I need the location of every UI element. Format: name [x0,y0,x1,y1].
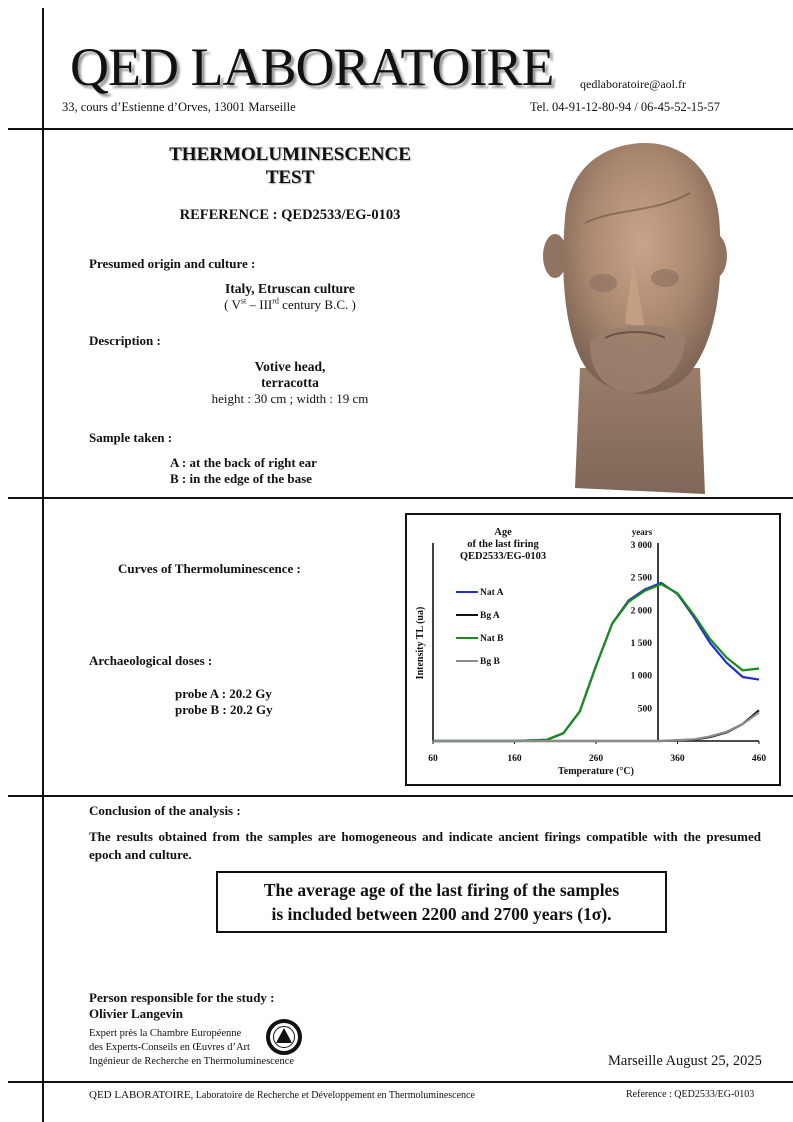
result-line1: The average age of the last firing of the samples [263,880,620,900]
result-box [216,871,667,933]
svg-text:2 500: 2 500 [630,573,652,584]
section-divider-2 [8,795,793,797]
svg-text:QED2533/EG-0103: QED2533/EG-0103 [459,551,547,562]
svg-text:3 000: 3 000 [630,541,652,551]
signature-label: Person responsible for the study : [89,990,275,1005]
chart-title [460,527,546,562]
result-line2: is included between 2200 and 2700 years (1σ). [271,904,612,924]
origin-period: ( Vst – IIIrd century B.C. ) [224,296,356,312]
svg-text:Age: Age [494,527,512,538]
signature-date: Marseille August 25, 2025 [608,1053,762,1069]
conclusion-label: Conclusion of the analysis : [89,803,241,818]
lab-brand-title: QED LABORATOIRE [70,37,554,97]
lab-email: qedlaboratoire@aol.fr [580,77,687,91]
description-line1: Votive head, [254,359,326,374]
svg-text:1 500: 1 500 [630,639,652,649]
tl-chart-plot [407,515,779,784]
signature-name: Olivier Langevin [89,1006,184,1021]
dose-probe-a: probe A : 20.2 Gy [175,686,272,701]
chart-years-label: years [631,527,653,537]
chart-x-label: Temperature (°C) [558,766,634,777]
credential-line-3: Ingénieur de Recherche en Thermoluminescence [89,1056,295,1067]
conclusion-text: The results obtained from the samples are homogeneous and indicate ancient firings compatible with the presumed epoch and culture. [89,829,761,862]
footer-reference: Reference : QED2533/EG-0103 [626,1089,755,1100]
dose-probe-b: probe B : 20.2 Gy [175,702,273,717]
svg-text:Bg A: Bg A [480,611,500,621]
footer-divider [8,1081,793,1083]
svg-text:Nat B: Nat B [480,634,504,644]
description-label: Description : [89,333,161,348]
svg-text:60: 60 [428,754,438,764]
samples-label: Sample taken : [89,430,173,445]
report-reference: REFERENCE : QED2533/EG-0103 [179,207,401,223]
sample-item-b: B : in the edge of the base [170,471,312,486]
svg-text:Nat A: Nat A [480,588,504,598]
footer-description: Laboratoire de Recherche et Développement en Thermoluminescence [193,1090,475,1101]
credential-line-2: des Experts-Conseils en Œuvres d’Art [89,1042,250,1053]
svg-text:460: 460 [751,754,767,764]
svg-text:of the last firing: of the last firing [467,539,539,550]
svg-text:500: 500 [637,704,652,715]
sample-item-a: A : at the back of right ear [170,455,317,470]
footer-brand: QED LABORATOIRE, [89,1089,194,1101]
artifact-photo [525,138,750,496]
header-divider [8,128,793,130]
samples-list [170,455,317,487]
description-line2: terracotta [261,375,319,390]
svg-text:1 000: 1 000 [630,671,652,682]
lab-address: 33, cours d’Estienne d’Orves, 13001 Marseille [62,100,296,114]
credential-line-1: Expert près la Chambre Européenne [89,1028,242,1039]
svg-text:Bg B: Bg B [480,657,500,667]
svg-text:360: 360 [670,754,685,764]
lab-phone: Tel. 04-91-12-80-94 / 06-45-52-15-57 [530,100,721,114]
left-margin-rule [42,8,44,1122]
svg-text:2 000: 2 000 [630,606,652,617]
origin-label: Presumed origin and culture : [89,256,256,271]
votive-head-image [525,138,750,496]
chart-ticks [428,541,766,764]
curves-label: Curves of Thermoluminescence : [118,561,301,576]
report-title-line1: THERMOLUMINESCENCE [169,144,411,165]
report-title-line2: TEST [265,167,315,188]
description-block [130,359,450,407]
doses-list [175,686,273,718]
tl-curve-chart [405,513,781,786]
expert-seal-icon [266,1019,302,1055]
signature-credentials [89,1027,294,1069]
origin-block [130,281,450,313]
report-title [130,143,450,189]
description-dimensions: height : 30 cm ; width : 19 cm [211,391,369,406]
section-divider-1 [8,497,793,499]
doses-label: Archaeological doses : [89,653,213,668]
svg-text:160: 160 [507,754,522,764]
origin-value: Italy, Etruscan culture [225,281,355,296]
chart-legend [456,588,504,667]
footer-lab-info [89,1089,475,1101]
svg-text:260: 260 [588,754,604,764]
chart-y-label: Intensity TL (ua) [415,606,426,680]
